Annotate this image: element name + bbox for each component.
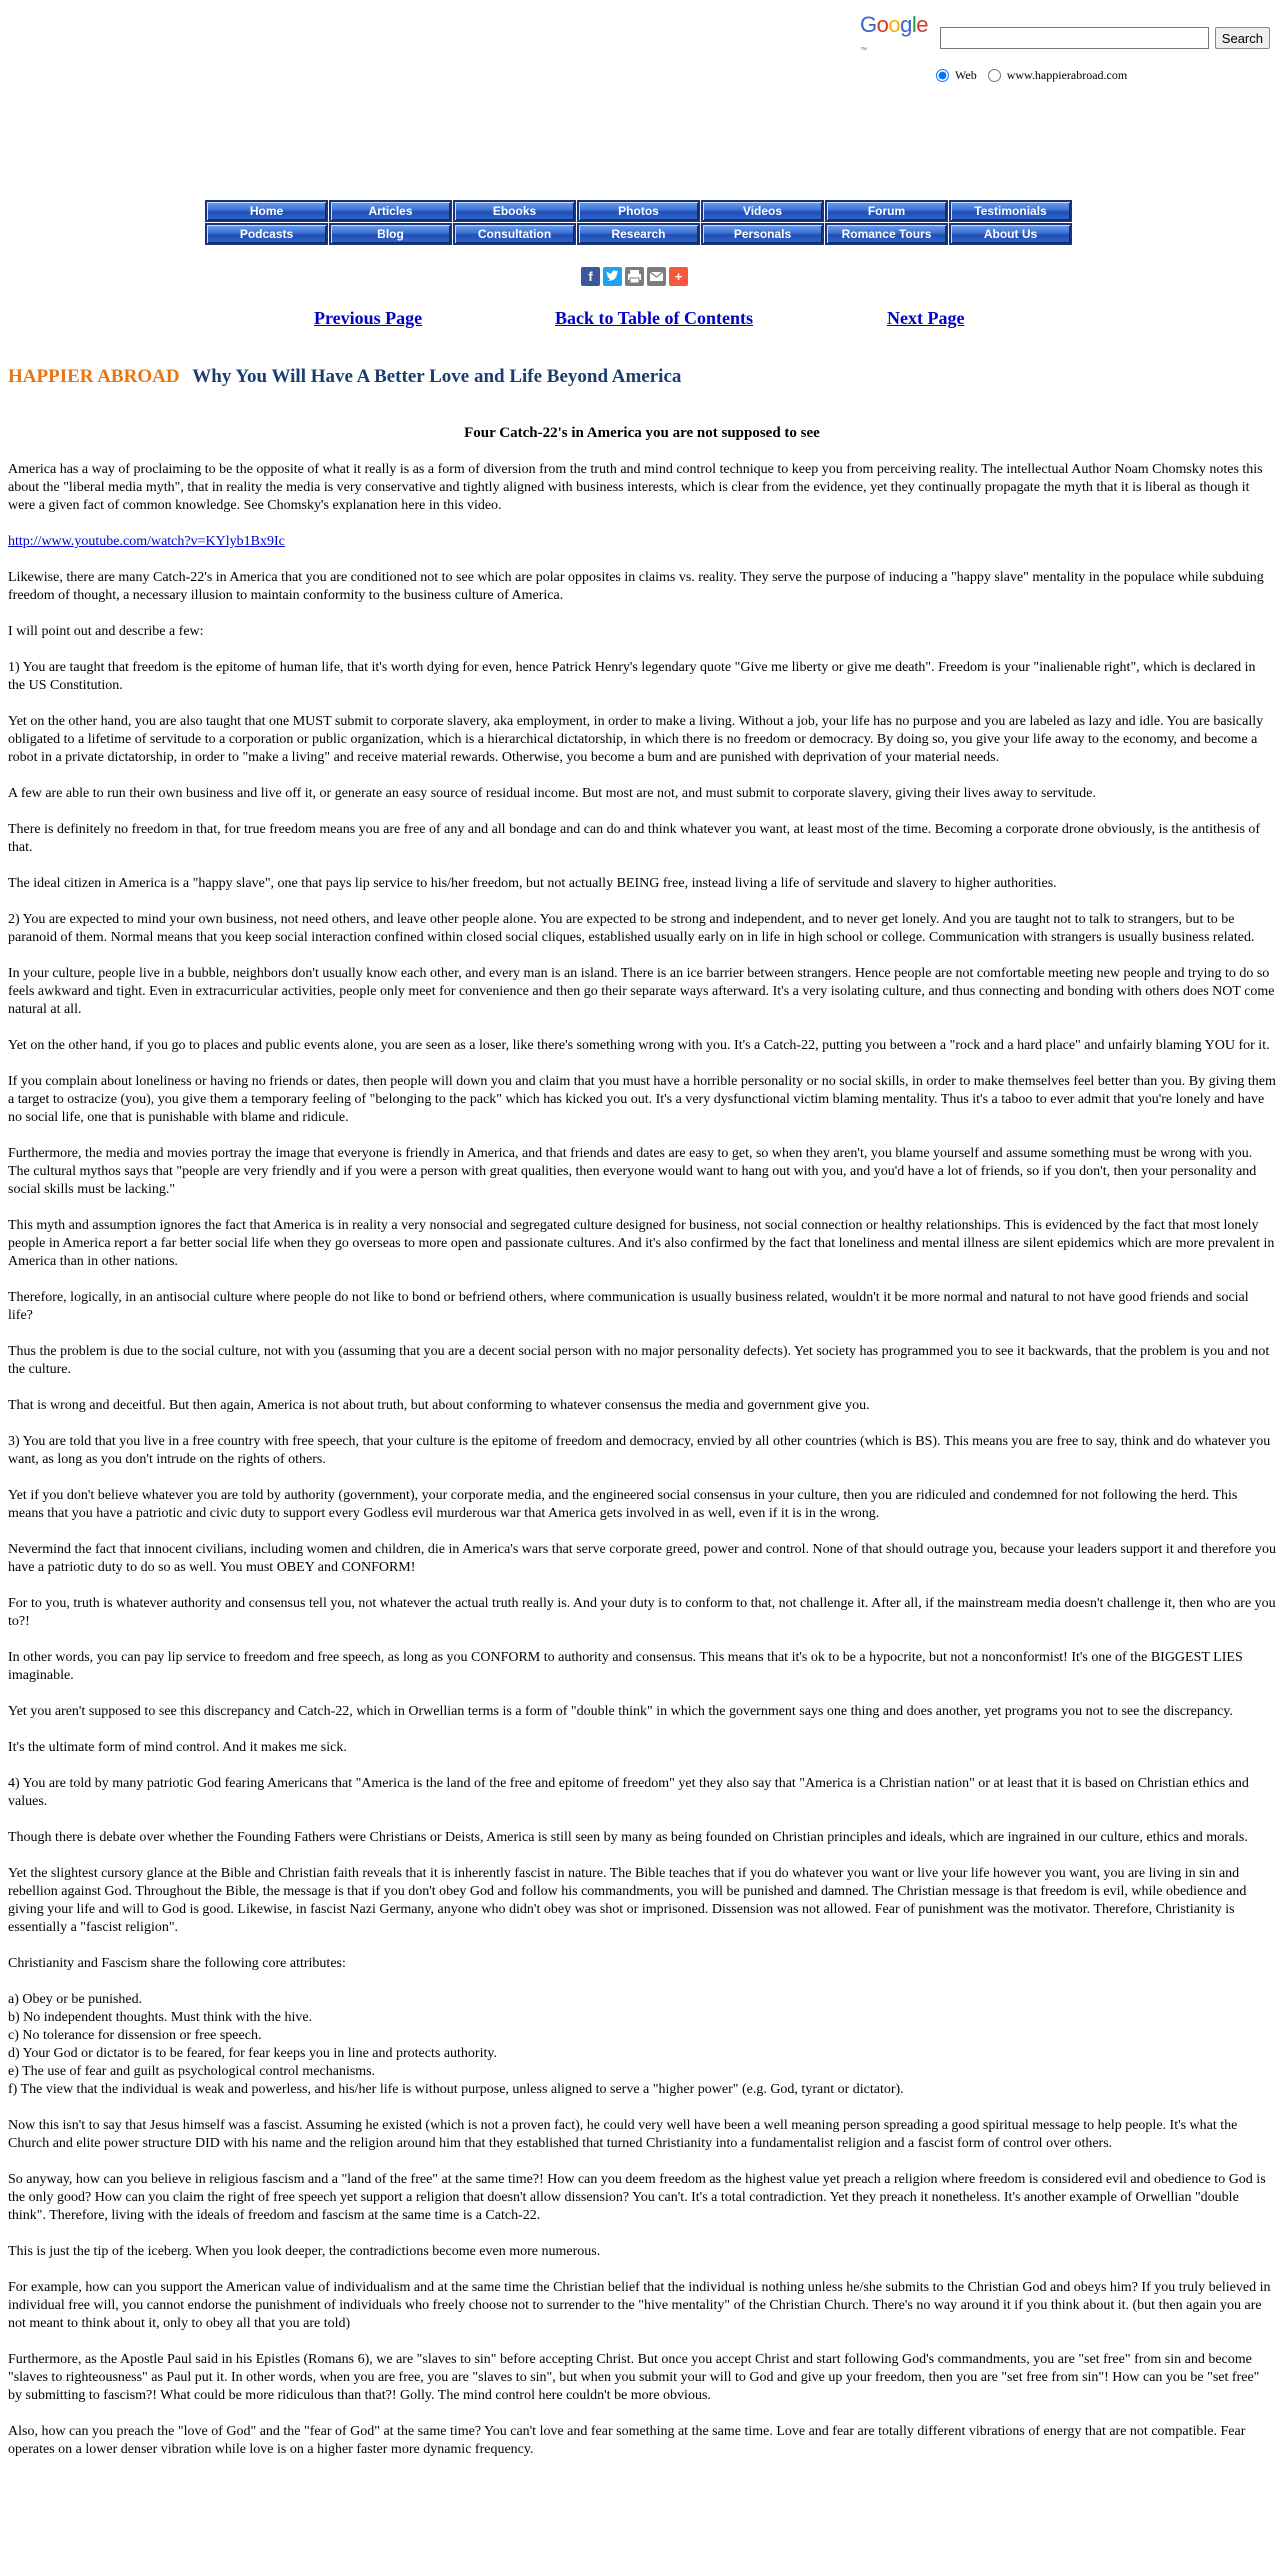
main-navigation — [205, 200, 1080, 246]
paragraph: Also, how can you preach the "love of God" and the "fear of God" at the same time? You can't love and fear something at the same time. Love and fear are totally different vibrations of energy that are not compatible. Fear operates on a lower denser vibration while love is on a higher faster more dynamic frequency. — [8, 2424, 1246, 2457]
list-item: a) Obey or be punished. — [8, 1992, 143, 2007]
paragraph: Likewise, there are many Catch-22's in America that you are conditioned not to see which are polar opposites in claims vs. reality. They serve the purpose of inducing a "happy slave" mentality in the populace while subduing freedom of thought, a necessary illusion to maintain conformity to the business culture of America. — [8, 570, 1264, 603]
attribute-list — [8, 1991, 1276, 2099]
nav-articles-button[interactable]: Articles — [329, 200, 452, 222]
email-icon[interactable] — [647, 267, 666, 286]
article-body — [8, 461, 1276, 2477]
nav-row-1 — [205, 200, 1080, 222]
paragraph: In other words, you can pay lip service to freedom and free speech, as long as you CONFORM to authority and consensus. This means that it's ok to be a hypocrite, but not a nonconformist! It's one of the BIGGEST LIES imaginable. — [8, 1650, 1243, 1683]
share-bar — [581, 267, 688, 286]
list-item: b) No independent thoughts. Must think with the hive. — [8, 2010, 313, 2025]
web-radio[interactable] — [936, 69, 949, 82]
nav-romance-tours-button[interactable]: Romance Tours — [825, 223, 948, 245]
previous-page-link[interactable]: Previous Page — [314, 308, 423, 328]
site-radio[interactable] — [988, 69, 1001, 82]
list-item: c) No tolerance for dissension or free speech. — [8, 2028, 262, 2043]
paragraph: A few are able to run their own business and live off it, or generate an easy source of residual income. But most are not, and must submit to corporate slavery, giving their lives away to servitude. — [8, 786, 1096, 801]
youtube-link[interactable]: http://www.youtube.com/watch?v=KYlyb1Bx9Ic — [8, 534, 285, 549]
paragraph: If you complain about loneliness or having no friends or dates, then people will down you and claim that you must have a horrible personality or no social skills, in order to make themselves feel better than you. By giving them a target to ostracize (you), you give them a temporary feeling of "belonging to the pack" which has kicked you out. It's a very dysfunctional victim blaming mentality. Thus it's a taboo to ever admit that you're lonely and have no social life, one that is punishable with blame and ridicule. — [8, 1074, 1276, 1125]
nav-videos-button[interactable]: Videos — [701, 200, 824, 222]
site-radio-label: www.happierabroad.com — [1006, 68, 1128, 82]
list-item: e) The use of fear and guilt as psychological control mechanisms. — [8, 2064, 376, 2079]
nav-forum-button[interactable]: Forum — [825, 200, 948, 222]
paragraph: 1) You are taught that freedom is the epitome of human life, that it's worth dying for even, hence Patrick Henry's legendary quote "Give me liberty or give me death". Freedom is your "inalienable right", which is declared in the US Constitution. — [8, 660, 1256, 693]
paragraph: Yet the slightest cursory glance at the Bible and Christian faith reveals that it is inherently fascist in nature. The Bible teaches that if you do whatever you want or live your life however you want, you are living in sin and rebellion against God. Throughout the Bible, the message is that if you don't obey God and follow his commandments, you will be punished and damned. The Christian message is that freedom is evil, while obedience and giving your life and will to God is good. Likewise, in fascist Nazi Germany, anyone who didn't obey was shot or imprisoned. Dissension was not allowed. Fear of punishment was the motivator. Therefore, Christianity is essentially a "fascist religion". — [8, 1866, 1247, 1935]
paragraph: For example, how can you support the American value of individualism and at the same time the Christian belief that the individual is nothing unless he/she submits to the Christian God and obeys him? If you truly believed in individual free will, you cannot endorse the punishment of individuals who freely choose not to surrender to the "hive mentality" of the Christian Church. There's no way around it if you think about it. (but then again you are not meant to think about it, only to obey all that you are told) — [8, 2280, 1271, 2331]
paragraph: This is just the tip of the iceberg. When you look deeper, the contradictions become even more numerous. — [8, 2244, 601, 2259]
next-page-link[interactable]: Next Page — [887, 308, 965, 328]
page-navigation — [0, 308, 1284, 332]
paragraph: Yet on the other hand, you are also taught that one MUST submit to corporate slavery, aka employment, in order to make a living. Without a job, your life has no purpose and you are labeled as lazy and idle. You are basically obligated to a lifetime of servitude to a corporation or public organization, which is a hierarchical dictatorship, in which there is no freedom or democracy. By doing so, you give your life away to the economy, and become a robot in a private dictatorship, in order to "make a living" and receive material rewards. Otherwise, you become a bum and are punished with deprivation of your material needs. — [8, 714, 1264, 765]
google-search-box — [860, 12, 1270, 83]
paragraph: Though there is debate over whether the Founding Fathers were Christians or Deists, America is still seen by many as being founded on Christian principles and ideals, which are ingrained in our culture, ethics and morals. — [8, 1830, 1248, 1845]
search-button[interactable]: Search — [1215, 27, 1270, 49]
nav-podcasts-button[interactable]: Podcasts — [205, 223, 328, 245]
google-logo: Google™ — [860, 12, 929, 54]
paragraph: Furthermore, the media and movies portray the image that everyone is friendly in America, and that friends and dates are easy to get, so when they aren't, you blame yourself and assume something must be wrong with you. The cultural mythos says that "people are very friendly and if you were a person with great qualities, then everyone would want to hang out with you, and you'd have a lot of friends, so if you don't, then your personality and social skills must be lacking." — [8, 1146, 1257, 1197]
paragraph: So anyway, how can you believe in religious fascism and a "land of the free" at the same time?! How can you deem freedom as the highest value yet preach a religion where freedom is considered evil and obedience to God is the only good? How can you claim the right of free speech yet support a religion that doesn't allow dissension? You can't. It's a total contradiction. Yet they preach it nonetheless. It's another example of Orwellian "double think". Therefore, living with the ideals of freedom and fascism at the same time is a Catch-22. — [8, 2172, 1266, 2223]
nav-photos-button[interactable]: Photos — [577, 200, 700, 222]
paragraph: Yet you aren't supposed to see this discrepancy and Catch-22, which in Orwellian terms is a form of "double think" in which the government says one thing and does another, yet programs you not to see the discrepancy. — [8, 1704, 1233, 1719]
nav-about-us-button[interactable]: About Us — [949, 223, 1072, 245]
site-brand: HAPPIER ABROAD — [8, 366, 180, 387]
nav-research-button[interactable]: Research — [577, 223, 700, 245]
facebook-icon[interactable]: f — [581, 267, 600, 286]
web-radio-label: Web — [955, 68, 977, 82]
article-title: Four Catch-22's in America you are not supposed to see — [464, 425, 820, 441]
list-item: f) The view that the individual is weak and powerless, and his/her life is without purpose, unless aligned to serve a "higher power" (e.g. God, tyrant or dictator). — [8, 2082, 904, 2097]
list-item: d) Your God or dictator is to be feared, for fear keeps you in line and protects authority. — [8, 2046, 497, 2061]
nav-consultation-button[interactable]: Consultation — [453, 223, 576, 245]
paragraph: Now this isn't to say that Jesus himself was a fascist. Assuming he existed (which is not a proven fact), he could very well have been a well meaning person spreading a good spiritual message to help people. It's what the Church and elite power structure DID with his name and the religion around him that they established that turned Christianity into a fundamentalist religion and a fascist form of control over others. — [8, 2118, 1238, 2151]
paragraph: Yet if you don't believe whatever you are told by authority (government), your corporate media, and the engineered social consensus in your culture, then you are ridiculed and condemned for not following the herd. This means that you have a patriotic and civic duty to support every Godless evil murderous war that America gets involved in as well, even if it is in the wrong. — [8, 1488, 1238, 1521]
paragraph: Therefore, logically, in an antisocial culture where people do not like to bond or befriend others, where communication is usually business related, wouldn't it be more normal and natural to not have good friends and social life? — [8, 1290, 1249, 1323]
paragraph: Thus the problem is due to the social culture, not with you (assuming that you are a decent social person with no major personality defects). Yet society has programmed you to see it backwards, that the problem is you and not the culture. — [8, 1344, 1270, 1377]
nav-blog-button[interactable]: Blog — [329, 223, 452, 245]
paragraph: It's the ultimate form of mind control. And it makes me sick. — [8, 1740, 347, 1755]
paragraph: Nevermind the fact that innocent civilians, including women and children, die in America's wars that serve corporate greed, power and control. None of that should outrage you, because your leaders support it and therefore you have a patriotic duty to do so as well. You must OBEY and CONFORM! — [8, 1542, 1276, 1575]
paragraph: Furthermore, as the Apostle Paul said in his Epistles (Romans 6), we are "slaves to sin" before accepting Christ. But once you accept Christ and start following God's commandments, you are "set free" from sin and become "slaves to righteousness" as Paul put it. In other words, when you are free, you are "slaves to sin", but when you submit your will to God and give up your freedom, then you are "set free from sin"! How can you be "set free" by submitting to fascism?! What could be more ridiculous than that?! Golly. The mind control here couldn't be more obvious. — [8, 2352, 1260, 2403]
add-icon[interactable]: + — [669, 267, 688, 286]
nav-testimonials-button[interactable]: Testimonials — [949, 200, 1072, 222]
paragraph: This myth and assumption ignores the fact that America is in reality a very nonsocial and segregated culture designed for business, not social connection or healthy relationships. This is evidenced by the fact that most lonely people in America report a far better social life when they go overseas to more open and passionate cultures. And it's also confirmed by the fact that loneliness and mental illness are silent epidemics which are more prevalent in America than in other nations. — [8, 1218, 1275, 1269]
site-heading — [8, 366, 681, 388]
site-tagline: Why You Will Have A Better Love and Life Beyond America — [192, 366, 682, 387]
paragraph: There is definitely no freedom in that, for true freedom means you are free of any and all bondage and can do and think whatever you want, at least most of the time. Becoming a corporate drone obviously, is the antithesis of that. — [8, 822, 1261, 855]
paragraph: In your culture, people live in a bubble, neighbors don't usually know each other, and every man is an island. There is an ice barrier between strangers. Hence people are not comfortable meeting new people and trying to do so feels awkward and tight. Even in extracurricular activities, people only meet for convenience and then go their separate ways afterward. It's a very isolating culture, and thus connecting and bonding with others does NOT come natural at all. — [8, 966, 1275, 1017]
nav-row-2 — [205, 223, 1080, 245]
paragraph: For to you, truth is whatever authority and consensus tell you, not whatever the actual truth really is. And your duty is to conform to that, not challenge it. After all, if the mainstream media doesn't challenge it, then who are you to?! — [8, 1596, 1276, 1629]
paragraph: Christianity and Fascism share the following core attributes: — [8, 1956, 346, 1971]
nav-personals-button[interactable]: Personals — [701, 223, 824, 245]
paragraph: 4) You are told by many patriotic God fearing Americans that "America is the land of the free and epitome of freedom" yet they also say that "America is a Christian nation" or at least that it is based on Christian ethics and values. — [8, 1776, 1249, 1809]
table-of-contents-link[interactable]: Back to Table of Contents — [555, 308, 754, 328]
print-icon[interactable] — [625, 267, 644, 286]
paragraph: 2) You are expected to mind your own business, not need others, and leave other people alone. You are expected to be strong and independent, and to never get lonely. And you are taught not to talk to strangers, but to be paranoid of them. Normal means that you keep social interaction confined within closed social cliques, established usually early on in life in high school or college. Communication with strangers is usually business related. — [8, 912, 1255, 945]
search-input[interactable] — [940, 27, 1209, 49]
nav-home-button[interactable]: Home — [205, 200, 328, 222]
paragraph: Yet on the other hand, if you go to places and public events alone, you are seen as a loser, like there's something wrong with you. It's a Catch-22, putting you between a "rock and a hard place" and unfairly blaming YOU for it. — [8, 1038, 1270, 1053]
paragraph: That is wrong and deceitful. But then again, America is not about truth, but about conforming to whatever consensus the media and government give you. — [8, 1398, 870, 1413]
paragraph: 3) You are told that you live in a free country with free speech, that your culture is the epitome of freedom and democracy, envied by all other countries (which is BS). This means you are free to say, think and do whatever you want, as long as you don't intrude on the rights of others. — [8, 1434, 1271, 1467]
paragraph: America has a way of proclaiming to be the opposite of what it really is as a form of diversion from the truth and mind control technique to keep you from perceiving reality. The intellectual Author Noam Chomsky notes this about the "liberal media myth", that in reality the media is very conservative and tightly aligned with business interests, which is clear from the evidence, yet they continually propagate the myth that it is liberal as though it were a given fact of common knowledge. See Chomsky's explanation here in this video. — [8, 462, 1263, 513]
paragraph: The ideal citizen in America is a "happy slave", one that pays lip service to his/her freedom, but not actually BEING free, instead living a life of servitude and slavery to higher authorities. — [8, 876, 1057, 891]
paragraph: I will point out and describe a few: — [8, 624, 204, 639]
nav-ebooks-button[interactable]: Ebooks — [453, 200, 576, 222]
twitter-icon[interactable] — [603, 267, 622, 286]
